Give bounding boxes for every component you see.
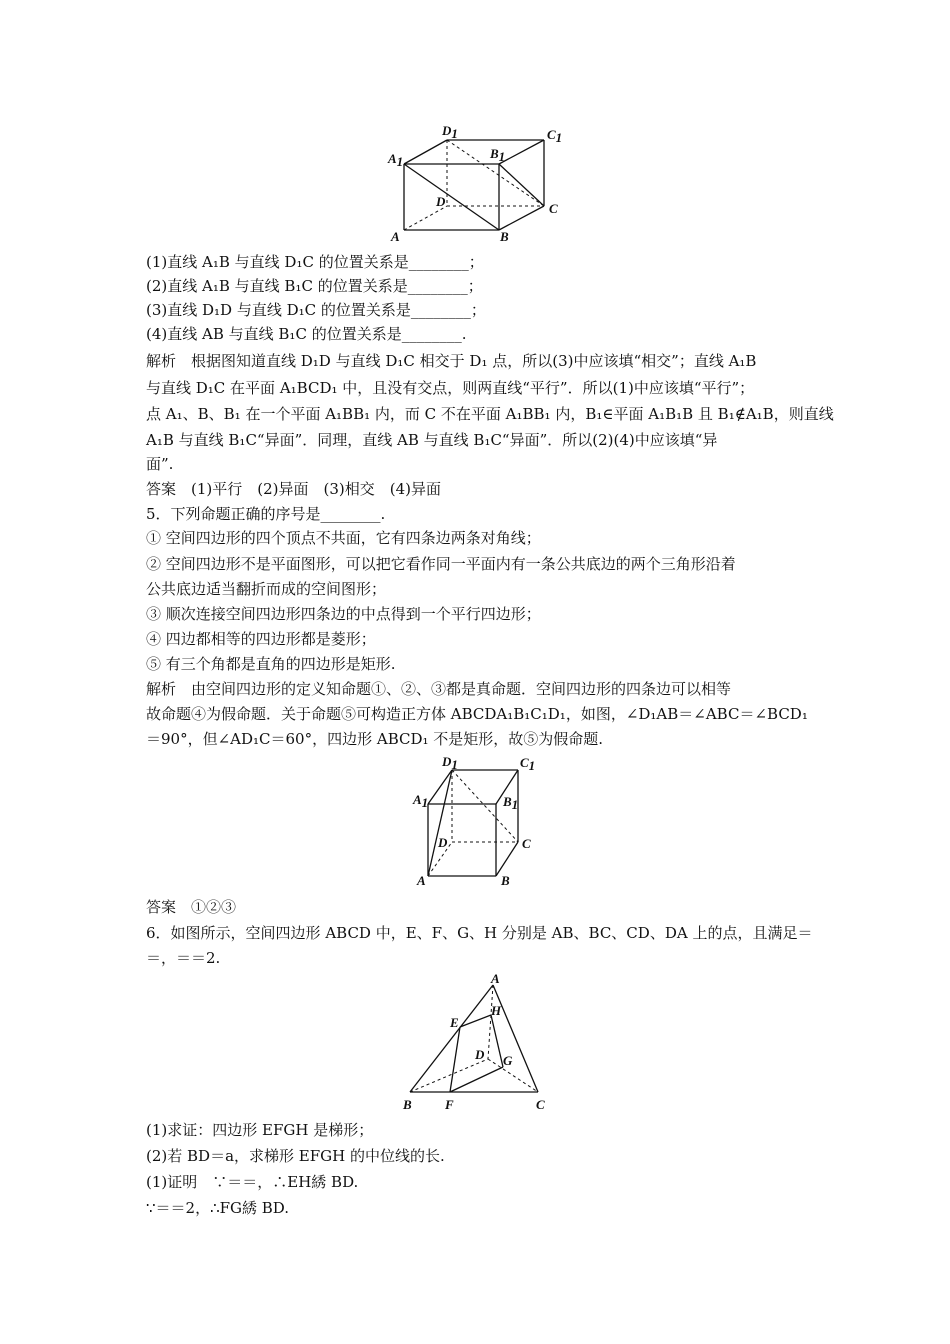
q4-analysis-line-4: A₁B 与直线 B₁C“异面”．同理，直线 AB 与直线 B₁C“异面”．所以(2)(4)中应该填“异 <box>146 431 718 449</box>
q4-item-2: (2)直线 A₁B 与直线 B₁C 的位置关系是________； <box>146 277 483 295</box>
q4-analysis-line-3: 点 A₁、B、B₁ 在一个平面 A₁BB₁ 内，而 C 不在平面 A₁BB₁ 内，B₁∈平面 A₁B₁B 且 B₁∉A₁B，则直线 <box>146 405 834 423</box>
label-C1: C1 <box>520 755 536 773</box>
label-E: E <box>450 1015 459 1030</box>
q4-answer: 答案 (1)平行 (2)异面 (3)相交 (4)异面 <box>146 480 441 498</box>
label-B: B <box>501 873 510 888</box>
label-B1: B1 <box>503 794 519 812</box>
label-A1: A1 <box>413 792 429 810</box>
q5-analysis-line-2: 故命题④为假命题．关于命题⑤可构造正方体 ABCDA₁B₁C₁D₁，如图，∠D₁AB＝∠ABC＝∠BCD₁ <box>146 705 808 723</box>
q6-proof-line-2: ∵＝＝2，∴FG綉 BD. <box>146 1199 290 1217</box>
q5-answer: 答案 ①②③ <box>146 898 237 916</box>
q4-item-1: (1)直线 A₁B 与直线 D₁C 的位置关系是________； <box>146 253 484 271</box>
cube-diagram-2 <box>408 756 548 886</box>
label-G: G <box>503 1053 513 1068</box>
cuboid-figure-1 <box>380 122 570 247</box>
q5-title: 5．下列命题正确的序号是________. <box>146 505 386 523</box>
q4-item-3: (3)直线 D₁D 与直线 D₁C 的位置关系是________； <box>146 301 486 319</box>
label-C: C <box>536 1097 545 1112</box>
label-D: D <box>436 194 446 209</box>
q4-analysis-line-5: 面”. <box>146 455 174 473</box>
tetrahedron-figure-3 <box>395 971 555 1113</box>
q5-item-5: ⑤ 有三个角都是直角的四边形是矩形. <box>146 655 396 673</box>
q5-item-2-cont: 公共底边适当翻折而成的空间图形； <box>146 580 387 598</box>
label-C: C <box>522 836 531 851</box>
label-A: A <box>391 229 400 244</box>
q5-item-3: ③ 顺次连接空间四边形四条边的中点得到一个平行四边形； <box>146 605 541 623</box>
q4-analysis-line-1: 解析 根据图知道直线 D₁D 与直线 D₁C 相交于 D₁ 点，所以(3)中应该填“相交”；直线 A₁B <box>146 352 757 370</box>
tetrahedron-diagram-3 <box>395 971 555 1113</box>
label-A: A <box>491 971 500 986</box>
q6-item-2: (2)若 BD＝a，求梯形 EFGH 的中位线的长. <box>146 1147 445 1165</box>
label-D: D <box>475 1047 485 1062</box>
q4-item-4: (4)直线 AB 与直线 B₁C 的位置关系是________. <box>146 325 467 343</box>
cube-figure-2 <box>408 756 548 886</box>
label-A: A <box>417 873 426 888</box>
label-B1: B1 <box>490 146 506 164</box>
label-A1: A1 <box>388 151 404 169</box>
q6-title-line-1: 6．如图所示，空间四边形 ABCD 中，E、F、G、H 分别是 AB、BC、CD、DA 上的点，且满足＝ <box>146 924 813 942</box>
q6-item-1: (1)求证：四边形 EFGH 是梯形； <box>146 1121 374 1139</box>
label-B: B <box>403 1097 412 1112</box>
q5-item-4: ④ 四边都相等的四边形都是菱形； <box>146 630 376 648</box>
label-H: H <box>491 1003 502 1018</box>
label-B: B <box>500 229 509 244</box>
q5-item-1: ① 空间四边形的四个顶点不共面，它有四条边两条对角线； <box>146 529 541 547</box>
q6-proof-line-1: (1)证明 ∵＝＝，∴EH綉 BD. <box>146 1173 359 1191</box>
label-D1: D1 <box>442 754 458 772</box>
q4-analysis-line-2: 与直线 D₁C 在平面 A₁BCD₁ 中，且没有交点，则两直线“平行”．所以(1)中应该填“平行”； <box>146 379 755 397</box>
q5-analysis-line-1: 解析 由空间四边形的定义知命题①、②、③都是真命题．空间四边形的四条边可以相等 <box>146 680 732 698</box>
label-D: D <box>438 835 448 850</box>
q5-analysis-line-3: ＝90°，但∠AD₁C＝60°，四边形 ABCD₁ 不是矩形，故⑤为假命题. <box>146 730 604 748</box>
q5-item-2: ② 空间四边形不是平面图形，可以把它看作同一平面内有一条公共底边的两个三角形沿着 <box>146 555 736 573</box>
label-C: C <box>549 201 558 216</box>
q6-title-line-2: ＝，＝＝2. <box>146 949 221 967</box>
label-D1: D1 <box>442 123 458 141</box>
label-C1: C1 <box>547 127 563 145</box>
cuboid-diagram-1 <box>380 122 570 247</box>
label-F: F <box>445 1097 454 1112</box>
